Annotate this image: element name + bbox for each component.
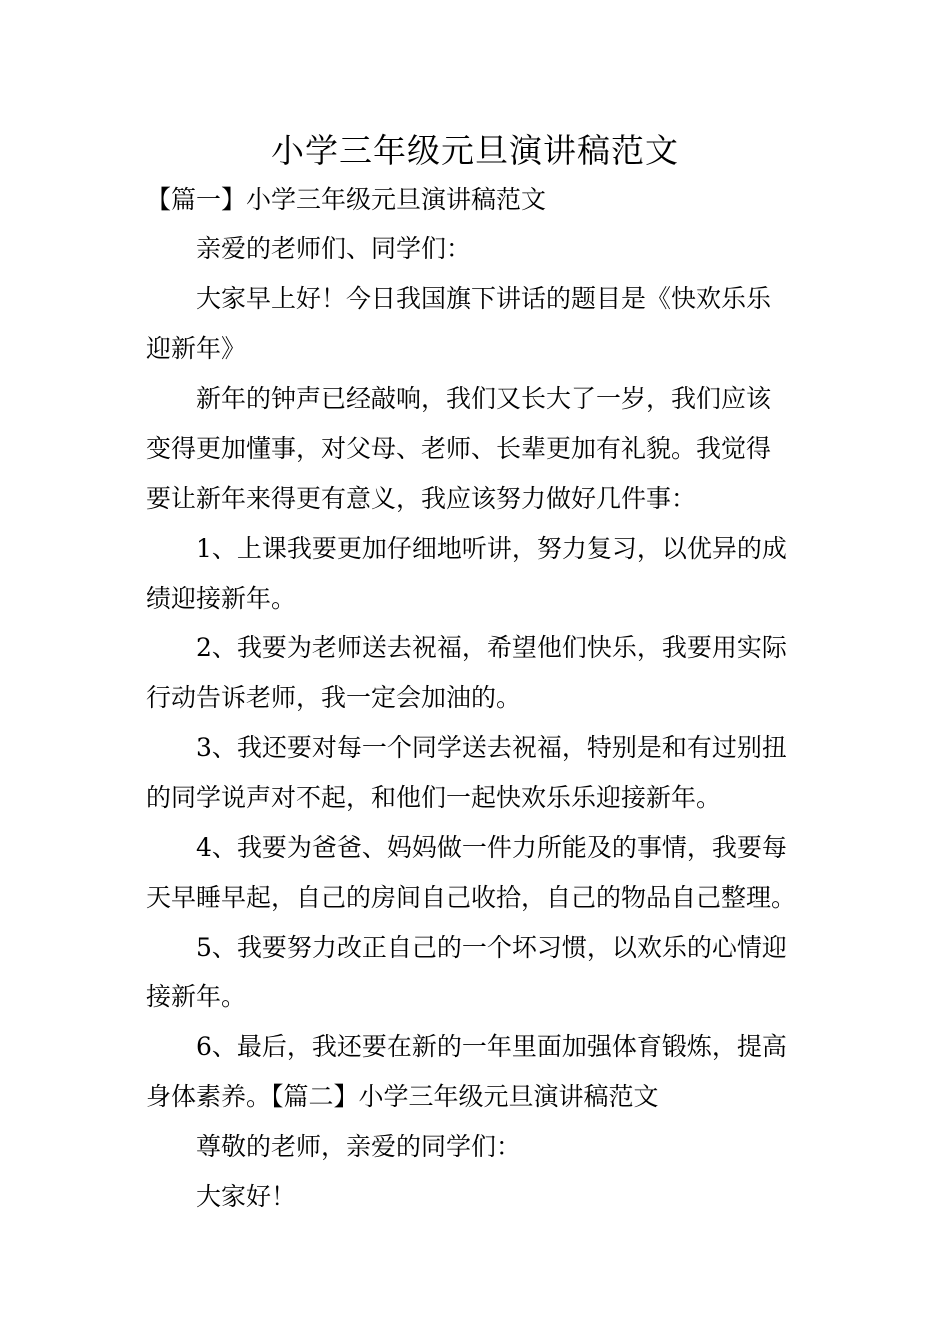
greeting: 亲爱的老师们、同学们： xyxy=(196,234,472,263)
list-item-line: 6、最后，我还要在新的一年里面加强体育锻炼，提高 xyxy=(196,1032,787,1061)
greeting: 尊敬的老师，亲爱的同学们： xyxy=(196,1132,522,1161)
paragraph-line: 变得更加懂事，对父母、老师、长辈更加有礼貌。我觉得 xyxy=(146,434,772,463)
list-item-line: 绩迎接新年。 xyxy=(146,584,297,613)
list-item-line: 2、我要为老师送去祝福，希望他们快乐，我要用实际 xyxy=(196,633,787,662)
list-item-line: 行动告诉老师，我一定会加油的。 xyxy=(146,683,522,712)
paragraph-line: 迎新年》 xyxy=(146,334,247,363)
list-item-line: 身体素养。【篇二】小学三年级元旦演讲稿范文 xyxy=(146,1082,659,1111)
section-heading: 【篇一】小学三年级元旦演讲稿范文 xyxy=(146,185,547,214)
list-item-line: 1、上课我要更加仔细地听讲，努力复习，以优异的成 xyxy=(196,534,787,563)
list-item-line: 5、我要努力改正自己的一个坏习惯，以欢乐的心情迎 xyxy=(196,933,787,962)
paragraph-line: 新年的钟声已经敲响，我们又长大了一岁，我们应该 xyxy=(196,384,772,413)
paragraph-line: 大家早上好！今日我国旗下讲话的题目是《快欢乐乐 xyxy=(196,284,772,313)
document-title: 小学三年级元旦演讲稿范文 xyxy=(271,131,679,170)
paragraph-line: 要让新年来得更有意义，我应该努力做好几件事： xyxy=(146,484,697,513)
list-item-line: 4、我要为爸爸、妈妈做一件力所能及的事情，我要每 xyxy=(196,833,787,862)
paragraph-line: 大家好！ xyxy=(196,1182,297,1211)
list-item-line: 天早睡早起，自己的房间自己收拾，自己的物品自己整理。 xyxy=(146,883,797,912)
list-item-line: 接新年。 xyxy=(146,982,247,1011)
list-item-line: 3、我还要对每一个同学送去祝福，特别是和有过别扭 xyxy=(196,733,787,762)
list-item-line: 的同学说声对不起，和他们一起快欢乐乐迎接新年。 xyxy=(146,783,722,812)
